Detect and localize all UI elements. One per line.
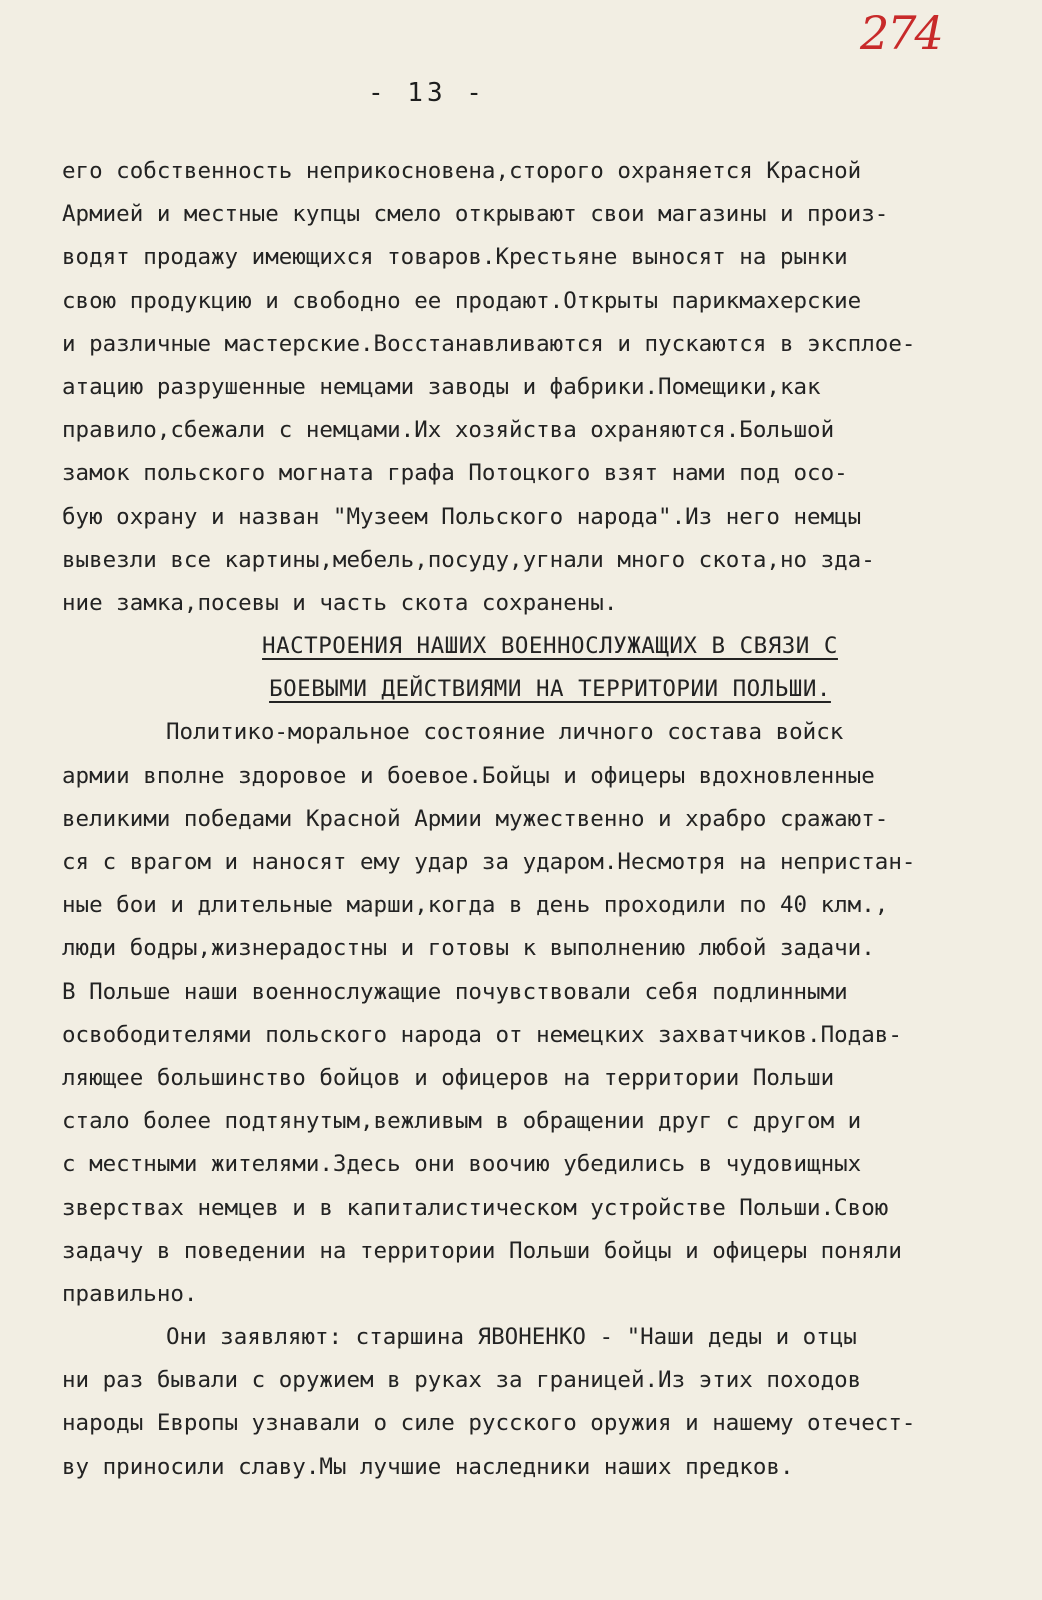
text-line: Политико-моральное состояние личного состава войск — [166, 719, 844, 746]
text-line: ные бои и длительные марши,когда в день проходили по 40 клм., — [62, 892, 889, 919]
text-line: водят продажу имеющихся товаров.Крестьяне выносят на рынки — [62, 244, 848, 271]
text-line: вывезли все картины,мебель,посуду,угнали много скота,но зда- — [62, 546, 875, 573]
text-line: бую охрану и назван "Музеем Польского народа".Из него немцы — [62, 503, 862, 530]
text-line: люди бодры,жизнерадостны и готовы к выполнению любой задачи. — [62, 935, 875, 962]
text-line: ляющее большинство бойцов и офицеров на территории Польши — [62, 1064, 835, 1091]
text-line: народы Европы узнавали о силе русского оружия и нашему отечест- — [62, 1410, 916, 1437]
text-line: свою продукцию и свободно ее продают.Открыты парикмахерские — [62, 287, 862, 314]
archive-page-number: 274 — [860, 6, 942, 60]
document-text — [62, 150, 1002, 1489]
text-line: правильно. — [62, 1280, 198, 1307]
text-line: ся с врагом и наносят ему удар за ударом.Несмотря на непристан- — [62, 849, 916, 875]
text-line: великими победами Красной Армии мужественно и храбро сражают- — [62, 805, 889, 832]
text-line: Армией и местные купцы смело открывают свои магазины и произ- — [62, 201, 889, 228]
text-line: правило,сбежали с немцами.Их хозяйства охраняются.Большой — [62, 417, 835, 444]
text-line: ни раз бывали с оружием в руках за границей.Из этих походов — [62, 1367, 862, 1394]
text-line: стало более подтянутым,вежливым в обращении друг с другом и — [62, 1108, 862, 1135]
text-line: Они заявляют: старшина ЯВОНЕНКО - "Наши деды и отцы — [166, 1324, 857, 1351]
paragraph-2 — [62, 711, 1002, 1316]
page-number: - 13 - — [368, 78, 486, 108]
heading-line: НАСТРОЕНИЯ НАШИХ ВОЕННОСЛУЖАЩИХ В СВЯЗИ С — [262, 633, 838, 660]
paragraph-3 — [62, 1316, 1002, 1489]
text-line: ние замка,посевы и часть скота сохранены. — [62, 589, 618, 616]
text-line: ву приносили славу.Мы лучшие наследники наших предков. — [62, 1453, 794, 1480]
text-line: В Польше наши военнослужащие почувствовали себя подлинными — [62, 978, 848, 1005]
heading-line: БОЕВЫМИ ДЕЙСТВИЯМИ НА ТЕРРИТОРИИ ПОЛЬШИ. — [269, 676, 831, 703]
text-line: с местными жителями.Здесь они воочию убедились в чудовищных — [62, 1151, 862, 1178]
text-line: освободителями польского народа от немецких захватчиков.Подав- — [62, 1021, 902, 1048]
text-line: армии вполне здоровое и боевое.Бойцы и офицеры вдохновленные — [62, 762, 875, 789]
text-line: атацию разрушенные немцами заводы и фабрики.Помещики,как — [62, 373, 821, 400]
text-line: и различные мастерские.Восстанавливаются и пускаются в эксплое- — [62, 330, 916, 357]
section-heading — [62, 625, 1002, 711]
text-line: его собственность неприкосновена,сторого охраняется Красной — [62, 158, 862, 184]
text-line: зверствах немцев и в капиталистическом устройстве Польши.Свою — [62, 1194, 889, 1221]
text-line: задачу в поведении на территории Польши бойцы и офицеры поняли — [62, 1237, 902, 1264]
text-line: замок польского могната графа Потоцкого взят нами под осо- — [62, 460, 848, 487]
paragraph-1 — [62, 150, 1002, 625]
